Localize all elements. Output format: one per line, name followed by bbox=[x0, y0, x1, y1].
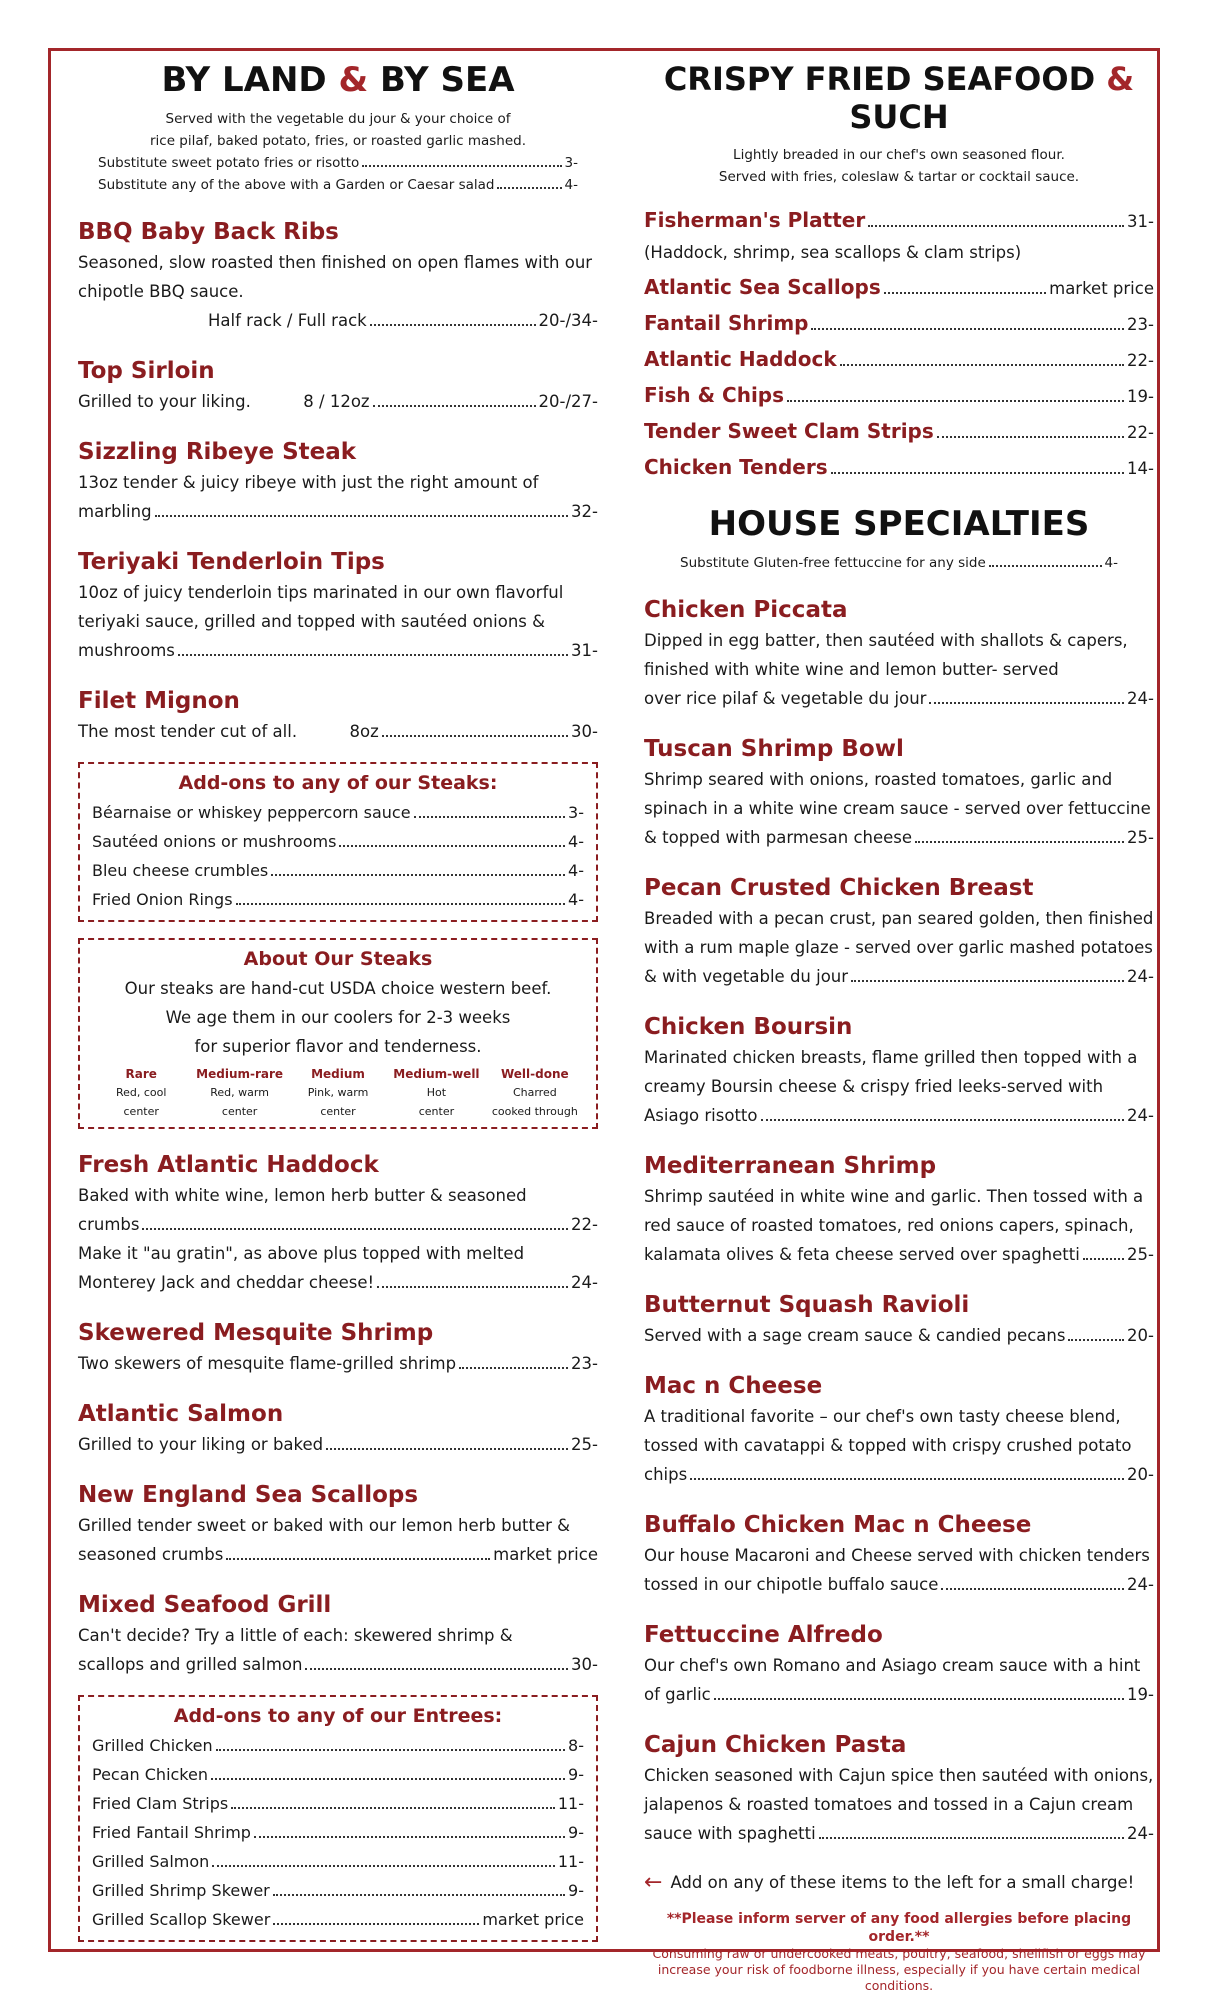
addon-line: Fried Onion Rings 4- bbox=[92, 890, 584, 909]
price-line: The most tender cut of all. 8oz 30- bbox=[78, 722, 598, 741]
allergy-notice bbox=[644, 1910, 1154, 1994]
addon-line: Bleu cheese crumbles 4- bbox=[92, 861, 584, 880]
price-line: marbling 32- bbox=[78, 502, 598, 521]
addon-note-text: Add on any of these items to the left for a small charge! bbox=[670, 1873, 1135, 1892]
menu-item bbox=[78, 1149, 598, 1297]
addon-line: Fried Clam Strips 11- bbox=[92, 1794, 584, 1813]
fried-item: Fish & Chips 19- bbox=[644, 383, 1154, 407]
menu-item bbox=[644, 1729, 1154, 1848]
price-line: Grilled to your liking. 8 / 12oz 20-/27- bbox=[78, 392, 598, 411]
steak-addons-title: Add-ons to any of our Steaks: bbox=[178, 772, 498, 794]
price-line: Monterey Jack and cheddar cheese! 24- bbox=[78, 1273, 598, 1292]
menu-item bbox=[78, 355, 598, 416]
item-desc: Our house Macaroni and Cheese served with chicken tenders bbox=[644, 1546, 1150, 1565]
platter-note: (Haddock, shrimp, sea scallops & clam strips) bbox=[644, 243, 1022, 262]
item-desc: Shrimp sautéed in white wine and garlic. Then tossed with a red sauce of roasted tomatoes, red onions capers, spinach, bbox=[644, 1187, 1144, 1235]
menu-item bbox=[78, 1317, 598, 1378]
steak-addons-box bbox=[78, 762, 598, 922]
addon-line: Pecan Chicken 9- bbox=[92, 1765, 584, 1784]
item-name: New England Sea Scallops bbox=[78, 1482, 419, 1508]
doneness-table bbox=[92, 1065, 584, 1121]
entree-addons-title: Add-ons to any of our Entrees: bbox=[173, 1705, 503, 1727]
land-sea-intro-2: rice pilaf, baked potato, fries, or roasted garlic mashed. bbox=[149, 133, 527, 149]
item-name: Pecan Crusted Chicken Breast bbox=[644, 875, 1034, 901]
price-line: sauce with spaghetti 24- bbox=[644, 1824, 1154, 1843]
land-sea-title: BY LAND & BY SEA bbox=[161, 60, 515, 100]
fried-item: Chicken Tenders 14- bbox=[644, 455, 1154, 479]
menu-item bbox=[644, 594, 1154, 713]
price-line: tossed in our chipotle buffalo sauce 24- bbox=[644, 1575, 1154, 1594]
menu-item bbox=[78, 1479, 598, 1569]
menu-item bbox=[78, 1589, 598, 1679]
consumption-disclaimer: Consuming raw or undercooked meats, poultry, seafood, shellfish or eggs may increase your risk of foodborne illness, especially if you have certain medical conditions. bbox=[652, 1946, 1146, 1993]
fried-item: Atlantic Haddock 22- bbox=[644, 347, 1154, 371]
allergy-warning: **Please inform server of any food allergies before placing order.** bbox=[666, 1911, 1132, 1945]
menu-item bbox=[644, 1289, 1154, 1350]
price-line: over rice pilaf & vegetable du jour 24- bbox=[644, 689, 1154, 708]
item-desc: Marinated chicken breasts, flame grilled then topped with a creamy Boursin cheese & crispy fried leeks-served with bbox=[644, 1048, 1138, 1096]
price-line: Asiago risotto 24- bbox=[644, 1106, 1154, 1125]
item-desc: Can't decide? Try a little of each: skewered shrimp & bbox=[78, 1626, 513, 1645]
price-line: & with vegetable du jour 24- bbox=[644, 967, 1154, 986]
fried-intro-2: Served with fries, coleslaw & tartar or cocktail sauce. bbox=[718, 169, 1080, 185]
house-sub-line: Substitute Gluten-free fettuccine for any side 4- bbox=[680, 555, 1118, 571]
about-line: for superior flavor and tenderness. bbox=[194, 1037, 482, 1056]
fried-title: CRISPY FRIED SEAFOOD & SUCH bbox=[663, 60, 1135, 136]
item-desc: Make it "au gratin", as above plus topped with melted bbox=[78, 1244, 525, 1263]
house-title: HOUSE SPECIALTIES bbox=[708, 504, 1090, 544]
item-name: Tuscan Shrimp Bowl bbox=[644, 736, 904, 762]
about-line: Our steaks are hand-cut USDA choice western beef. bbox=[124, 979, 552, 998]
addon-line: Fried Fantail Shrimp 9- bbox=[92, 1823, 584, 1842]
menu-item bbox=[78, 546, 598, 665]
item-name: Mixed Seafood Grill bbox=[78, 1592, 332, 1618]
arrow-left-icon: ← bbox=[644, 1870, 663, 1895]
addon-line: Sautéed onions or mushrooms 4- bbox=[92, 832, 584, 851]
menu-item bbox=[644, 872, 1154, 991]
item-name: Mac n Cheese bbox=[644, 1373, 823, 1399]
doneness-well-done: Well-done Charred cooked through bbox=[491, 1067, 578, 1118]
menu-item bbox=[78, 685, 598, 746]
item-desc: Baked with white wine, lemon herb butter & seasoned bbox=[78, 1186, 527, 1205]
fried-item: Tender Sweet Clam Strips 22- bbox=[644, 419, 1154, 443]
menu-item bbox=[644, 1619, 1154, 1709]
price-line: Two skewers of mesquite flame-grilled shrimp 23- bbox=[78, 1354, 598, 1373]
item-name: Sizzling Ribeye Steak bbox=[78, 439, 357, 465]
addon-line: Béarnaise or whiskey peppercorn sauce 3- bbox=[92, 803, 584, 822]
menu-item bbox=[78, 216, 598, 335]
menu-item bbox=[644, 1509, 1154, 1599]
entree-addons-box bbox=[78, 1695, 598, 1942]
item-name: Chicken Boursin bbox=[644, 1014, 853, 1040]
price-line: scallops and grilled salmon 30- bbox=[78, 1655, 598, 1674]
fried-item: Fisherman's Platter 31- bbox=[644, 208, 1154, 232]
sub-line: Substitute any of the above with a Garden or Caesar salad 4- bbox=[98, 177, 578, 193]
fried-column bbox=[644, 60, 1154, 1994]
addon-line: Grilled Shrimp Skewer 9- bbox=[92, 1881, 584, 1900]
land-sea-intro-1: Served with the vegetable du jour & your choice of bbox=[165, 111, 511, 127]
menu-item bbox=[644, 1370, 1154, 1489]
fried-item: Fantail Shrimp 23- bbox=[644, 311, 1154, 335]
doneness-medium-rare: Medium-rare Red, warm center bbox=[196, 1067, 284, 1118]
item-name: Teriyaki Tenderloin Tips bbox=[78, 549, 385, 575]
addon-note bbox=[644, 1870, 1154, 1896]
addon-line: Grilled Scallop Skewer market price bbox=[92, 1910, 584, 1929]
item-name: Chicken Piccata bbox=[644, 597, 848, 623]
item-name: Mediterranean Shrimp bbox=[644, 1153, 937, 1179]
addon-line: Grilled Salmon 11- bbox=[92, 1852, 584, 1871]
item-desc: 10oz of juicy tenderloin tips marinated in our own flavorful teriyaki sauce, grilled and topped with sautéed onions & bbox=[78, 583, 564, 631]
item-desc: 13oz tender & juicy ribeye with just the right amount of bbox=[78, 473, 539, 492]
doneness-rare: Rare Red, cool center bbox=[115, 1067, 167, 1118]
menu-item bbox=[644, 733, 1154, 852]
fried-intro-1: Lightly breaded in our chef's own seasoned flour. bbox=[733, 147, 1065, 163]
addon-line: Grilled Chicken 8- bbox=[92, 1736, 584, 1755]
item-desc: Dipped in egg batter, then sautéed with shallots & capers, finished with white wine and lemon butter- served bbox=[644, 631, 1128, 679]
sub-line: Substitute sweet potato fries or risotto 3- bbox=[98, 155, 578, 171]
menu-item bbox=[644, 1011, 1154, 1130]
doneness-medium: Medium Pink, warm center bbox=[307, 1067, 369, 1118]
price-line: & topped with parmesan cheese 25- bbox=[644, 828, 1154, 847]
item-desc: Chicken seasoned with Cajun spice then sautéed with onions, jalapenos & roasted tomatoes and tossed in a Cajun cream bbox=[644, 1766, 1154, 1814]
price-line: of garlic 19- bbox=[644, 1685, 1154, 1704]
item-desc: Our chef's own Romano and Asiago cream sauce with a hint bbox=[644, 1656, 1141, 1675]
item-desc: Seasoned, slow roasted then finished on open flames with our chipotle BBQ sauce. bbox=[78, 253, 593, 301]
item-name: BBQ Baby Back Ribs bbox=[78, 219, 339, 245]
menu-item bbox=[78, 436, 598, 526]
item-name: Top Sirloin bbox=[78, 358, 215, 384]
item-desc: Grilled tender sweet or baked with our lemon herb butter & bbox=[78, 1516, 571, 1535]
item-name: Buffalo Chicken Mac n Cheese bbox=[644, 1512, 1032, 1538]
price-line: Half rack / Full rack 20-/34- bbox=[208, 311, 598, 330]
item-name: Cajun Chicken Pasta bbox=[644, 1732, 907, 1758]
item-name: Atlantic Salmon bbox=[78, 1401, 284, 1427]
menu-item bbox=[78, 1398, 598, 1459]
price-line: mushrooms 31- bbox=[78, 641, 598, 660]
price-line: Served with a sage cream sauce & candied pecans 20- bbox=[644, 1326, 1154, 1345]
about-line: We age them in our coolers for 2-3 weeks bbox=[165, 1008, 511, 1027]
item-name: Filet Mignon bbox=[78, 688, 240, 714]
price-line: kalamata olives & feta cheese served over spaghetti 25- bbox=[644, 1245, 1154, 1264]
menu-item bbox=[644, 1150, 1154, 1269]
item-desc: A traditional favorite – our chef's own tasty cheese blend, tossed with cavatappi & topped with crispy crushed potato bbox=[644, 1407, 1132, 1455]
about-steaks-box bbox=[78, 938, 598, 1129]
about-steaks-title: About Our Steaks bbox=[243, 948, 433, 970]
price-line: seasoned crumbs market price bbox=[78, 1545, 598, 1564]
item-name: Fresh Atlantic Haddock bbox=[78, 1152, 379, 1178]
land-sea-column bbox=[78, 60, 598, 1942]
item-desc: Shrimp seared with onions, roasted tomatoes, garlic and spinach in a white wine cream sauce - served over fettuccine bbox=[644, 770, 1151, 818]
item-name: Fettuccine Alfredo bbox=[644, 1622, 883, 1648]
item-name: Butternut Squash Ravioli bbox=[644, 1292, 970, 1318]
price-line: chips 20- bbox=[644, 1465, 1154, 1484]
item-desc: Breaded with a pecan crust, pan seared golden, then finished with a rum maple glaze - served over garlic mashed potatoes bbox=[644, 909, 1154, 957]
doneness-medium-well: Medium-well Hot center bbox=[393, 1067, 480, 1118]
item-name: Skewered Mesquite Shrimp bbox=[78, 1320, 434, 1346]
fried-item: Atlantic Sea Scallops market price bbox=[644, 275, 1154, 299]
price-line: crumbs 22- bbox=[78, 1215, 598, 1234]
price-line: Grilled to your liking or baked 25- bbox=[78, 1435, 598, 1454]
